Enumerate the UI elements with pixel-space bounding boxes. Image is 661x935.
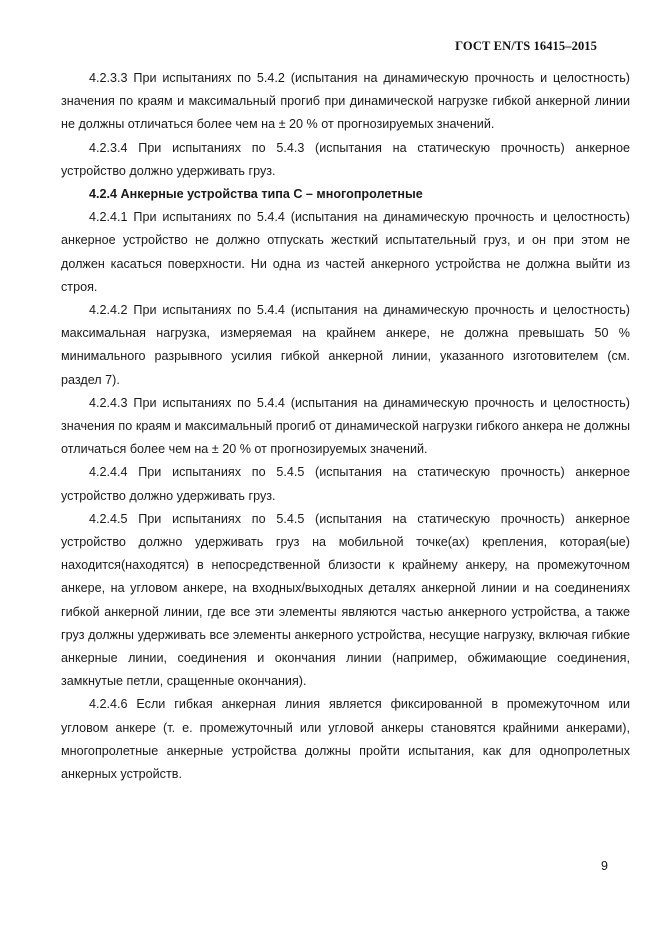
clause-4-2-3-4: 4.2.3.4 При испытаниях по 5.4.3 (испытания на статическую прочность) анкерное устройство должно удерживать груз. [61, 140, 630, 178]
document-body [61, 67, 630, 786]
document-header: ГОСТ EN/TS 16415–2015 [455, 39, 597, 53]
clause-4-2-4-1: 4.2.4.1 При испытаниях по 5.4.4 (испытания на динамическую прочность и целостность) анкерное устройство не должно отпускать жесткий испытательный груз, и он при этом не должен касаться поверхности. Ни одна из частей анкерного устройства не должна выйти из строя. [61, 210, 630, 294]
clause-4-2-4-5: 4.2.4.5 При испытаниях по 5.4.5 (испытания на статическую прочность) анкерное устройство должно удерживать груз на мобильной точке(ах) крепления, которая(ые) находится(находятся) в непосредственной близости к крайнему анкеру, на промежуточном анкере, на угловом анкере, на входных/выходных деталях анкерной линии и на соединениях гибкой анкерной линии, где все эти элементы являются частью анкерного устройства, а также груз должны удерживать все элементы анкерного устройства, несущие нагрузку, включая гибкие анкерные линии, соединения и окончания линии (например, обжимающие соединения, замкнутые петли, сращенные окончания). [61, 511, 630, 689]
clause-4-2-4-4: 4.2.4.4 При испытаниях по 5.4.5 (испытания на статическую прочность) анкерное устройство должно удерживать груз. [61, 465, 630, 503]
page-number: 9 [601, 859, 608, 873]
clause-4-2-4-6: 4.2.4.6 Если гибкая анкерная линия является фиксированной в промежуточном или угловом анкере (т. е. промежуточный или угловой анкеры становятся крайними анкерами), многопролетные анкерные устройства должны пройти испытания, как для однопролетных анкерных устройств. [61, 697, 630, 782]
section-heading-4-2-4: 4.2.4 Анкерные устройства типа С – многопролетные [89, 187, 423, 202]
clause-4-2-4-3: 4.2.4.3 При испытаниях по 5.4.4 (испытания на динамическую прочность и целостность) значения по краям и максимальный прогиб от динамической нагрузки гибкого анкера не должны отличаться более чем на ± 20 % от прогнозируемых значений. [61, 395, 630, 457]
clause-4-2-3-3: 4.2.3.3 При испытаниях по 5.4.2 (испытания на динамическую прочность и целостность) значения по краям и максимальный прогиб при динамической нагрузке гибкой анкерной линии не должны отличаться более чем на ± 20 % от прогнозируемых значений. [61, 71, 630, 132]
clause-4-2-4-2: 4.2.4.2 При испытаниях по 5.4.4 (испытания на динамическую прочность и целостность) максимальная нагрузка, измеряемая на крайнем анкере, не должна превышать 50 % минимального разрывного усилия гибкой анкерной линии, указанного изготовителем (см. раздел 7). [61, 303, 630, 387]
